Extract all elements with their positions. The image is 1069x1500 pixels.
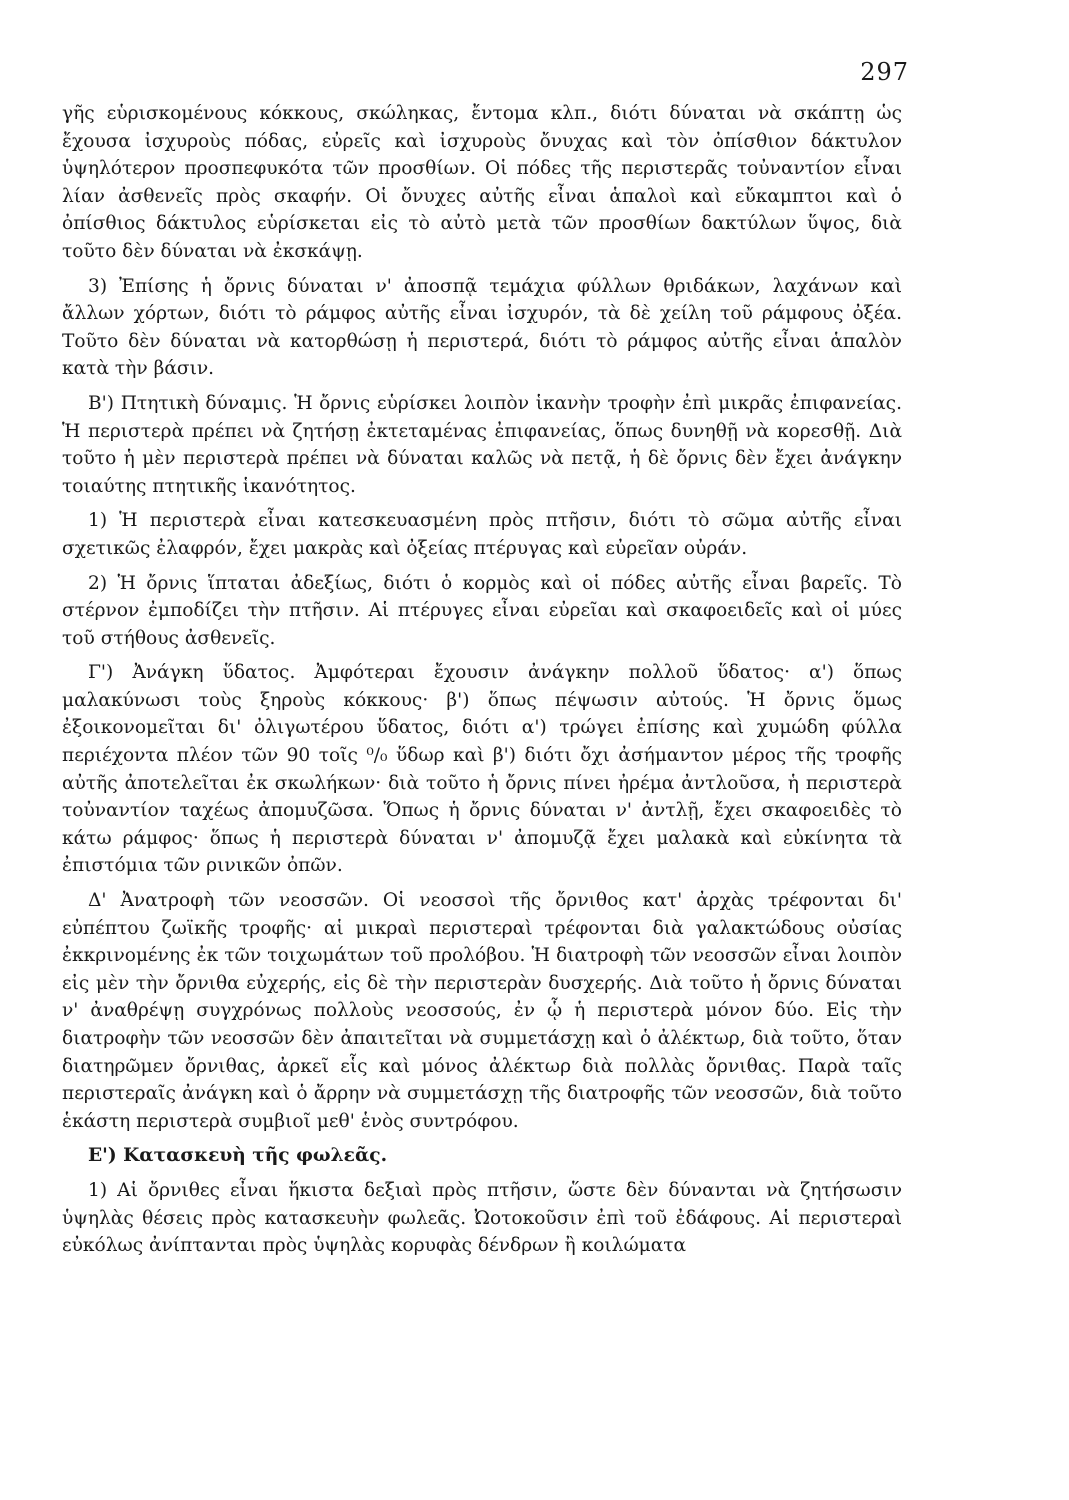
paragraph-chick-rearing: Δ' Ἀνατροφὴ τῶν νεοσσῶν. Οἱ νεοσσοὶ τῆς ὄρνιθος κατ' ἀρχὰς τρέφονται δι' εὐπέπτου ζωϊκῆς τροφῆς· αἱ μικραὶ περιστεραὶ τρέφονται διὰ γαλακτώδους οὐσίας ἐκκρινομένης ἐκ τῶν τοιχωμάτων τοῦ προλόβου. Ἡ διατροφὴ τῶν νεοσσῶν εἶναι λοιπὸν εἰς μὲν τὴν ὄρνιθα εὐχερής, εἰς δὲ τὴν περιστερὰν δυσχερής. Διὰ τοῦτο ἡ ὄρνις δύναται ν' ἀναθρέψῃ συγχρόνως πολλοὺς νεοσσούς, ἐν ᾧ ἡ περιστερὰ μόνον δύο. Εἰς τὴν διατροφὴν τῶν νεοσσῶν δὲν ἀπαιτεῖται νὰ συμμετάσχῃ καὶ ὁ ἀλέκτωρ, διὰ τοῦτο, ὅταν διατηρῶμεν ὄρνιθας, ἀρκεῖ εἷς καὶ μόνος ἀλέκτωρ διὰ πολλὰς ὄρνιθας. Παρὰ ταῖς περιστεραῖς ἀνάγκη καὶ ὁ ἄρρην νὰ συμμετάσχῃ τῆς διατροφῆς τῶν νεοσσῶν, διὰ τοῦτο ἑκάστη περιστερὰ συμβιοῖ μεθ' ἑνὸς συντρόφου. xyxy=(62,890,902,1132)
paragraph-pigeon-flight: 1) Ἡ περιστερὰ εἶναι κατεσκευασμένη πρὸς πτῆσιν, διότι τὸ σῶμα αὐτῆς εἶναι σχετικῶς ἐλαφρόν, ἔχει μακρὰς καὶ ὀξείας πτέρυγας καὶ εὐρεῖαν οὐράν. xyxy=(62,510,902,559)
body-text xyxy=(62,100,902,1267)
paragraph-feet-and-claws: γῆς εὑρισκομένους κόκκους, σκώληκας, ἔντομα κλπ., διότι δύναται νὰ σκάπτῃ ὡς ἔχουσα ἰσχυροὺς πόδας, εὐρεῖς καὶ ἰσχυροὺς ὄνυχας καὶ τὸν ὀπίσθιον δάκτυλον ὑψηλότερον προσπεφυκότα τῶν προσθίων. Οἱ πόδες τῆς περιστερᾶς τοὐναντίον εἶναι λίαν ἀσθενεῖς πρὸς σκαφήν. Οἱ ὄνυχες αὐτῆς εἶναι ἁπαλοὶ καὶ εὔκαμπτοι καὶ ὁ ὀπίσθιος δάκτυλος εὑρίσκεται εἰς τὸ αὐτὸ μετὰ τῶν προσθίων δακτύλων ὕψος, διὰ τοῦτο δὲν δύναται νὰ ἐκσκάψῃ. xyxy=(62,103,902,262)
paragraph-water-need: Γ') Ἀνάγκη ὕδατος. Ἀμφότεραι ἔχουσιν ἀνάγκην πολλοῦ ὕδατος· α') ὅπως μαλακύνωσι τοὺς ξηροὺς κόκκους· β') ὅπως πέψωσιν αὐτούς. Ἡ ὄρνις ὅμως ἐξοικονομεῖται δι' ὀλιγωτέρου ὕδατος, διότι α') τρώγει ἐπίσης καὶ χυμώδη φύλλα περιέχοντα πλέον τῶν 90 τοῖς ⁰/₀ ὕδωρ καὶ β') διότι ὄχι ἀσήμαντον μέρος τῆς τροφῆς αὐτῆς ἀποτελεῖται ἐκ σκωλήκων· διὰ τοῦτο ἡ ὄρνις πίνει ἠρέμα ἀντλοῦσα, ἡ περιστερὰ τοὐναντίον ταχέως ἀπομυζῶσα. Ὅπως ἡ ὄρνις δύναται ν' ἀντλῇ, ἔχει σκαφοειδὲς τὸ κάτω ράμφος· ὅπως ἡ περιστερὰ δύναται ν' ἀπομυζᾷ ἔχει μαλακὰ καὶ εὐκίνητα τὰ ἐπιστόμια τῶν ρινικῶν ὀπῶν. xyxy=(62,662,902,877)
paragraph-hen-flight: 2) Ἡ ὄρνις ἵπταται ἀδεξίως, διότι ὁ κορμὸς καὶ οἱ πόδες αὐτῆς εἶναι βαρεῖς. Τὸ στέρνον ἐμποδίζει τὴν πτῆσιν. Αἱ πτέρυγες εἶναι εὐρεῖαι καὶ σκαφοειδεῖς καὶ οἱ μύες τοῦ στήθους ἀσθενεῖς. xyxy=(62,572,902,649)
paragraph-beak: 3) Ἐπίσης ἡ ὄρνις δύναται ν' ἀποσπᾷ τεμάχια φύλλων θριδάκων, λαχάνων καὶ ἄλλων χόρτων, διότι τὸ ράμφος αὐτῆς εἶναι ἰσχυρόν, τὰ δὲ χείλη τοῦ ράμφους ὀξέα. Τοῦτο δὲν δύναται νὰ κατορθώσῃ ἡ περιστερά, διότι τὸ ράμφος αὐτῆς εἶναι ἁπαλὸν κατὰ τὴν βάσιν. xyxy=(62,275,902,380)
page-number: 297 xyxy=(860,58,909,86)
section-heading-nest: Ε') Κατασκευὴ τῆς φωλεᾶς. xyxy=(88,1145,388,1167)
paragraph-nest-building: 1) Αἱ ὄρνιθες εἶναι ἥκιστα δεξιαὶ πρὸς πτῆσιν, ὥστε δὲν δύνανται νὰ ζητήσωσιν ὑψηλὰς θέσεις πρὸς κατασκευὴν φωλεᾶς. Ὠοτοκοῦσιν ἐπὶ τοῦ ἐδάφους. Αἱ περιστεραὶ εὐκόλως ἀνίπτανται πρὸς ὑψηλὰς κορυφὰς δένδρων ἢ κοιλώματα xyxy=(62,1179,902,1257)
paragraph-flight-power: Β') Πτητικὴ δύναμις. Ἡ ὄρνις εὑρίσκει λοιπὸν ἱκανὴν τροφὴν ἐπὶ μικρᾶς ἐπιφανείας. Ἡ περιστερὰ πρέπει νὰ ζητήσῃ ἐκτεταμένας ἐπιφανείας, ὅπως δυνηθῇ νὰ κορεσθῇ. Διὰ τοῦτο ἡ μὲν περιστερὰ πρέπει νὰ δύναται καλῶς νὰ πετᾷ, ἡ δὲ ὄρνις δὲν ἔχει ἀνάγκην τοιαύτης πτητικῆς ἱκανότητος. xyxy=(62,392,902,497)
